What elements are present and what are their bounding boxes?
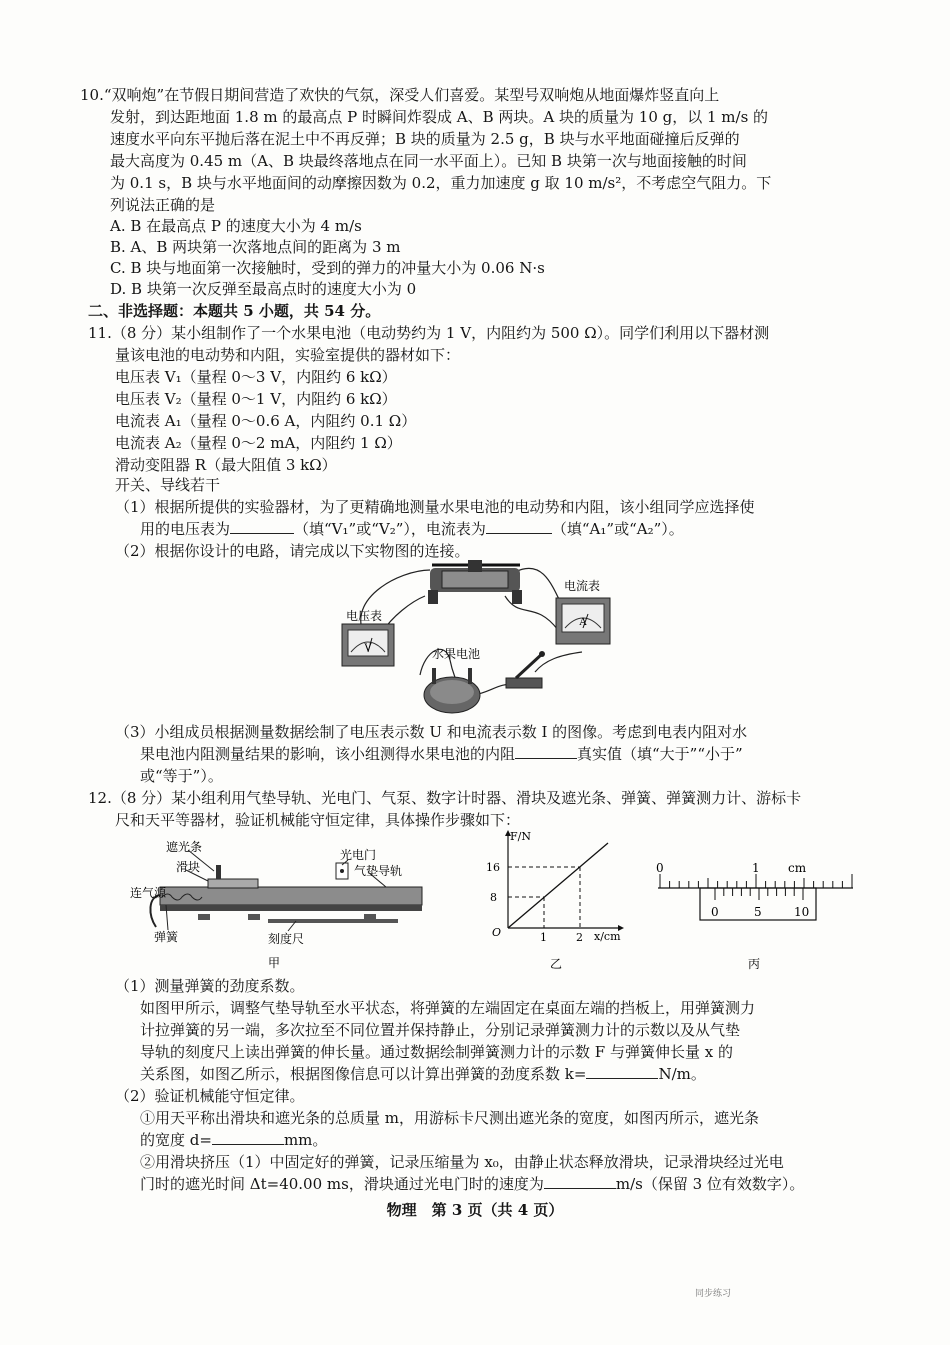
label-shading-strip: 遮光条 (166, 840, 203, 854)
voltmeter-answer-blank[interactable] (230, 519, 294, 534)
q12-part2-line4 (140, 1174, 804, 1194)
ammeter-symbol: A (579, 617, 587, 628)
q12-part1-line3: 导轨的刻度尺上读出弹簧的伸长量。通过数据绘制弹簧测力计的示数 F 与弹簧伸长量 x 的 (140, 1043, 733, 1061)
q11-part3-text-b: 真实值（填“大于”“小于” (577, 745, 743, 763)
q11-part3-line1: （3）小组成员根据测量数据绘制了电压表示数 U 和电流表示数 I 的图像。考虑到电表内阻对水 (115, 723, 748, 741)
caption-jia: 甲 (268, 956, 281, 970)
q12-part2-text-d: m/s（保留 3 位有效数字）。 (615, 1175, 805, 1193)
vernier-10: 10 (794, 905, 810, 919)
q10-option-c[interactable]: C. B 块与地面第一次接触时，受到的弹力的冲量大小为 0.06 N·s (110, 259, 545, 277)
q12-part2-text-b: mm。 (283, 1131, 328, 1149)
q12-part2-line3: ②用滑块挤压（1）中固定好的弹簧，记录压缩量为 x₀，由静止状态释放滑块，记录滑块经过光电 (140, 1153, 784, 1171)
main-scale-unit: cm (788, 861, 807, 875)
section-heading: 二、非选择题：本题共 5 小题，共 54 分。 (88, 302, 381, 320)
q10-line-3: 速度水平向东平抛后落在泥土中不再反弹；B 块的质量为 2.5 g，B 块与水平地面碰撞后反弹的 (110, 130, 740, 148)
force-extension-graph (478, 828, 628, 976)
q11-part1-text-c: （填“A₁”或“A₂”）。 (551, 520, 684, 538)
q11-equip-2: 电压表 V₂（量程 0～1 V，内阻约 6 kΩ） (115, 390, 397, 408)
vernier-caliper-figure (648, 852, 858, 976)
q12-part2-text-c: 门时的遮光时间 Δt=40.00 ms，滑块通过光电门时的速度为 (140, 1175, 544, 1193)
q12-line-1: 12.（8 分）某小组利用气垫导轨、光电门、气泵、数字计时器、滑块及遮光条、弹簧、弹簧测力计、游标卡 (88, 789, 802, 807)
circuit-figure (320, 560, 620, 718)
page-footer: 物理 第 3 页（共 4 页） (386, 1201, 564, 1219)
spring-constant-blank[interactable] (586, 1064, 658, 1079)
q11-line-2: 量该电池的电动势和内阻，实验室提供的器材如下： (115, 346, 461, 364)
q11-equip-6: 开关、导线若干 (115, 476, 221, 494)
graph-y-tick-8: 8 (490, 891, 497, 904)
graph-y-label: F/N (510, 830, 531, 843)
main-scale-ticks (660, 874, 852, 888)
graph-origin: O (492, 926, 502, 939)
q12-part1: （1）测量弹簧的劲度系数。 (115, 977, 305, 995)
q12-part2-text-a: 的宽度 d= (140, 1131, 212, 1149)
label-photogate: 光电门 (340, 848, 377, 862)
main-scale-0: 0 (656, 861, 664, 875)
q11-equip-1: 电压表 V₁（量程 0～3 V，内阻约 6 kΩ） (115, 368, 397, 386)
q12-part1-line2: 计拉弹簧的另一端，多次拉至不同位置并保持静止，分别记录弹簧测力计的示数以及从气垫 (140, 1021, 741, 1039)
vernier-0: 0 (711, 905, 719, 919)
q12-part2-line1: ①用天平称出滑块和遮光条的总质量 m，用游标卡尺测出遮光条的宽度，如图丙所示，遮光条 (140, 1109, 759, 1127)
q10-option-b[interactable]: B. A、B 两块第一次落地点间的距离为 3 m (110, 238, 401, 256)
corner-mark: 同步练习 (695, 1289, 732, 1299)
q12-part1-text-b: N/m。 (658, 1065, 706, 1083)
q11-line-1: 11.（8 分）某小组制作了一个水果电池（电动势约为 1 V，内阻约为 500 Ω）。同学们利用以下器材测 (88, 324, 770, 342)
q11-part1-text-a: 用的电压表为 (140, 520, 231, 538)
q11-part2: （2）根据你设计的电路，请完成以下实物图的连接。 (115, 542, 470, 560)
q11-equip-4: 电流表 A₂（量程 0～2 mA，内阻约 1 Ω） (115, 434, 402, 452)
label-air-track: 气垫导轨 (354, 864, 403, 878)
q11-part3-line2 (140, 744, 743, 764)
q12-line-2: 尺和天平等器材，验证机械能守恒定律，具体操作步骤如下： (115, 811, 521, 829)
graph-x-tick-2: 2 (576, 931, 583, 944)
velocity-answer-blank[interactable] (544, 1174, 616, 1189)
resistance-answer-blank[interactable] (515, 744, 577, 759)
q11-part1-text-b: （填“V₁”或“V₂”），电流表为 (294, 520, 486, 538)
graph-x-label: x/cm (594, 930, 621, 943)
vernier-scale-ticks (715, 888, 803, 900)
caption-yi: 乙 (550, 957, 563, 971)
q10-line-4: 最大高度为 0.45 m（A、B 块最终落地点在同一水平面上）。已知 B 块第一次与地面接触的时间 (110, 152, 747, 170)
ammeter-label: 电流表 (564, 579, 601, 593)
q11-part3-text-a: 果电池内阻测量结果的影响，该小组测得水果电池的内阻 (140, 745, 516, 763)
q12-part1-text-a: 关系图，如图乙所示，根据图像信息可以计算出弹簧的劲度系数 k= (140, 1065, 587, 1083)
rheostat (428, 560, 522, 604)
caption-bing: 丙 (748, 957, 761, 971)
vernier-5: 5 (754, 905, 762, 919)
fruit-battery (424, 668, 480, 713)
q10-option-d[interactable]: D. B 块第一次反弹至最高点时的速度大小为 0 (110, 280, 417, 298)
graph-x-tick-1: 1 (540, 931, 547, 944)
width-answer-blank[interactable] (212, 1130, 284, 1145)
label-slider: 滑块 (176, 860, 201, 874)
graph-y-tick-16: 16 (486, 861, 500, 874)
q10-line-1: 10.“双响炮”在节假日期间营造了欢快的气氛，深受人们喜爱。某型号双响炮从地面爆炸竖直向上 (80, 86, 720, 104)
air-track-figure (128, 835, 433, 975)
battery-label: 水果电池 (432, 647, 481, 661)
q12-part1-line4 (140, 1064, 706, 1084)
switch (506, 651, 545, 688)
label-spring: 弹簧 (154, 930, 179, 944)
q11-equip-3: 电流表 A₁（量程 0～0.6 A，内阻约 0.1 Ω） (115, 412, 417, 430)
q12-part2-line2 (140, 1130, 327, 1150)
label-ruler: 刻度尺 (268, 932, 305, 946)
q12-part1-line1: 如图甲所示，调整气垫导轨至水平状态，将弹簧的左端固定在桌面左端的挡板上，用弹簧测力 (140, 999, 756, 1017)
q12-part2: （2）验证机械能守恒定律。 (115, 1087, 305, 1105)
q10-line-5: 为 0.1 s，B 块与水平地面间的动摩擦因数为 0.2，重力加速度 g 取 10 m/s²，不考虑空气阻力。下 (110, 174, 772, 192)
q11-part1-line1: （1）根据所提供的实验器材，为了更精确地测量水果电池的电动势和内阻，该小组同学应选择使 (115, 498, 755, 516)
ammeter-answer-blank[interactable] (486, 519, 552, 534)
q11-equip-5: 滑动变阻器 R（最大阻值 3 kΩ） (115, 456, 337, 474)
q11-part3-line3: 或“等于”）。 (140, 767, 223, 785)
force-line (508, 843, 608, 928)
voltmeter-label: 电压表 (346, 609, 383, 623)
voltmeter-symbol: V (364, 643, 372, 654)
q10-line-6: 列说法正确的是 (110, 196, 216, 214)
q10-line-2: 发射，到达距地面 1.8 m 的最高点 P 时瞬间炸裂成 A、B 两块。A 块的质量为 10 g，以 1 m/s 的 (110, 108, 769, 126)
q10-option-a[interactable]: A. B 在最高点 P 的速度大小为 4 m/s (110, 217, 362, 235)
q11-part1-line2 (140, 519, 684, 539)
main-scale-1: 1 (752, 861, 760, 875)
label-air-source: 连气源 (130, 886, 167, 900)
